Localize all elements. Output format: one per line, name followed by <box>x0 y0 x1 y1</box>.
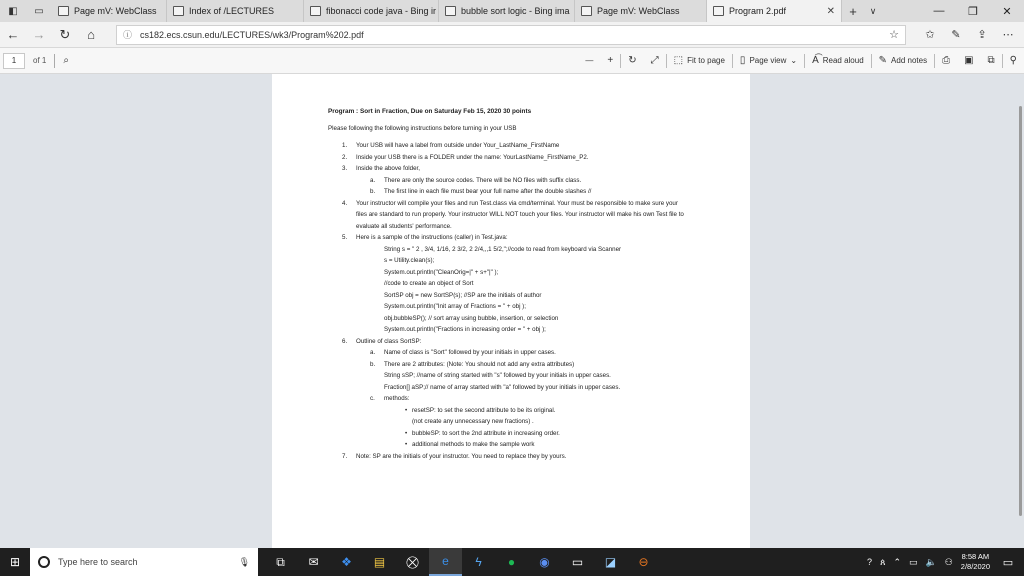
page-number-input[interactable] <box>3 53 25 69</box>
minimize-icon[interactable]: — <box>933 5 945 17</box>
tab-title: Index of /LECTURES <box>189 6 275 16</box>
windows-start-icon[interactable]: ⊞ <box>9 555 21 569</box>
pdf-tools <box>578 54 1024 68</box>
list-item <box>328 267 750 279</box>
list-item <box>328 370 750 382</box>
microphone-icon[interactable]: 🎙 <box>238 556 250 567</box>
browser-tab-active[interactable] <box>707 0 842 22</box>
list-item <box>328 198 688 233</box>
browser-tab[interactable] <box>575 0 707 22</box>
pen-icon: ✎ <box>878 55 888 66</box>
window-controls <box>922 0 1024 22</box>
list-item <box>328 140 688 152</box>
tab-title: bubble sort logic - Bing ima <box>461 6 570 16</box>
list-item-text: Note: SP are the initials of your instructor. You need to replace they by yours. <box>356 452 567 460</box>
list-item-text: Inside your USB there is a FOLDER under the name: YourLastName_FirstName_P2. <box>356 153 589 161</box>
save-icon: ▣ <box>964 55 974 66</box>
list-item-text: Here is a sample of the instructions (caller) in Test.java: <box>356 234 508 241</box>
list-item-text: //code to create an object of Sort <box>384 280 474 287</box>
list-item <box>328 313 750 325</box>
dropbox-icon[interactable]: ❖ <box>341 555 352 569</box>
document-title: Program : Sort in Fraction, Due on Saturday Feb 15, 2020 30 points <box>328 108 532 115</box>
browser-tab[interactable] <box>304 0 439 22</box>
list-item-text: System.out.println("Init array of Fractions = " + obj ); <box>384 303 526 310</box>
chevron-down-icon[interactable]: ∨ <box>869 5 877 16</box>
pdf-toolbar <box>0 48 1024 74</box>
network-icon[interactable]: ⚇ <box>944 556 953 567</box>
list-item <box>328 301 750 313</box>
rotate-icon: ↻ <box>628 55 637 66</box>
new-tab-icon[interactable]: + <box>849 3 857 19</box>
forward-icon[interactable]: → <box>32 27 46 42</box>
list-item <box>328 175 750 187</box>
list-item <box>328 439 750 451</box>
people-icon[interactable]: ጰ <box>880 556 886 567</box>
scrollbar[interactable] <box>1019 106 1022 516</box>
rotate-button[interactable] <box>621 55 643 66</box>
list-item-text: There are 2 attributes: (Note: You should not add any extra attributes) <box>384 360 575 368</box>
list-item <box>328 451 688 463</box>
notifications-icon[interactable]: ▭ <box>1002 556 1014 569</box>
share-icon[interactable]: ⇪ <box>977 29 987 41</box>
terminal-icon[interactable]: ▭ <box>571 555 584 569</box>
list-item <box>328 393 750 405</box>
list-item-text: bubbleSP: to sort the 2nd attribute in increasing order. <box>412 429 560 437</box>
list-item-text: Name of class is "Sort" followed by your initials in upper cases. <box>384 349 556 356</box>
list-item <box>328 405 750 417</box>
cortana-icon <box>38 556 50 568</box>
list-item-text: The first line in each file must bear your full name after the double slashes // <box>384 188 592 195</box>
list-item-number: 6. <box>342 337 348 345</box>
battery-icon[interactable]: ▭ <box>908 556 918 567</box>
browser-tab-bar <box>0 0 1024 22</box>
list-item <box>328 232 688 244</box>
page-number: 1 <box>11 56 17 65</box>
file-explorer-icon[interactable]: ▤ <box>373 555 386 569</box>
list-item-number: 1. <box>342 142 348 149</box>
taskbar-clock[interactable] <box>961 552 990 572</box>
home-icon[interactable]: ⌂ <box>87 27 95 42</box>
add-notes-button[interactable] <box>872 55 934 66</box>
help-icon[interactable]: ? <box>867 557 873 567</box>
address-bar-row <box>0 22 1024 48</box>
tab-title: Program 2.pdf <box>729 6 787 16</box>
tab-actions-icon[interactable]: ◧ <box>8 5 18 17</box>
favorites-icon[interactable]: ✩ <box>925 29 935 41</box>
page-view-icon: ▯ <box>739 55 746 66</box>
read-aloud-button[interactable] <box>805 55 871 66</box>
list-item-text: methods: <box>384 395 410 402</box>
list-item-text: resetSP: to set the second attribute to be its original. <box>412 406 556 414</box>
close-window-icon[interactable]: ✕ <box>1002 5 1012 18</box>
chevron-up-icon[interactable]: ⌃ <box>893 556 901 567</box>
print-icon: ⎙ <box>942 55 951 66</box>
list-item-text: (not create any unnecessary new fractions) . <box>412 418 534 425</box>
fit-label: Fit to page <box>687 56 725 65</box>
divider <box>54 54 55 68</box>
list-item-number: • <box>405 429 408 437</box>
browser-tab[interactable] <box>52 0 167 22</box>
list-item <box>328 186 750 198</box>
zoom-in-button[interactable] <box>600 55 620 66</box>
task-view-icon[interactable]: ⧉ <box>276 554 285 569</box>
visual-studio-icon[interactable]: ϟ <box>475 555 482 569</box>
list-item-number: a. <box>370 176 376 184</box>
close-tab-icon[interactable]: ✕ <box>826 5 835 17</box>
list-item-text: String sSP; //name of string started with "s" followed by your initials in upper cases. <box>384 372 611 379</box>
list-item <box>328 152 688 164</box>
read-aloud-icon: A͡ <box>812 55 819 66</box>
browser-actions <box>920 28 1018 41</box>
list-item-number: 7. <box>342 452 348 460</box>
list-item <box>328 347 750 359</box>
zoom-out-icon: — <box>585 56 594 65</box>
url-text: cs182.ecs.csun.edu/LECTURES/wk3/Program%202.pdf <box>140 29 364 40</box>
search-icon[interactable]: ⌕ <box>63 55 69 66</box>
list-item-number: b. <box>370 360 376 368</box>
list-item-text: Your USB will have a label from outside under Your_LastName_FirstName <box>356 142 560 149</box>
list-item <box>328 290 750 302</box>
zoom-out-button[interactable] <box>578 56 600 65</box>
page-favicon-icon <box>581 6 592 16</box>
list-item-text: Inside the above folder, <box>356 165 420 172</box>
windows-taskbar <box>0 548 1024 576</box>
list-item-number: 5. <box>342 234 348 241</box>
list-item <box>328 359 750 371</box>
volume-icon[interactable]: 🔈 <box>925 556 937 567</box>
save-as-button[interactable] <box>981 55 1002 66</box>
tab-title: Page mV: WebClass <box>74 6 157 16</box>
page-favicon-icon <box>310 6 321 16</box>
list-item <box>328 336 688 348</box>
site-info-icon[interactable]: ⓘ <box>123 30 133 40</box>
list-item-text: There are only the source codes. There will be NO files with suffix class. <box>384 176 582 184</box>
tab-title: fibonacci code java - Bing ir <box>326 6 437 16</box>
add-notes-label: Add notes <box>891 56 928 65</box>
list-item-text: SortSP obj = new SortSP(s); //SP are the initials of author <box>384 291 542 299</box>
page-view-button[interactable] <box>733 55 804 66</box>
spotify-icon[interactable]: ● <box>507 555 516 569</box>
page-favicon-icon <box>58 6 69 16</box>
list-item-text: Your instructor will compile your files and run Test.class via cmd/terminal. Your must be responsible to make sure your files are standard to run properly. Your instructor WILL NOT touch your files. Your instructor will make his own Test file to evaluate all students' performance. <box>356 199 684 230</box>
document-intro: Please following the following instructions before turning in your USB <box>328 125 517 132</box>
pin-icon: ⚲ <box>1009 55 1017 66</box>
list-item-text: System.out.println("CleanOrig=|" + s+"|" ); <box>384 268 499 276</box>
browser-tab[interactable] <box>167 0 304 22</box>
list-item-number: 2. <box>342 153 348 161</box>
list-item <box>328 244 750 256</box>
more-icon[interactable]: ⋯ <box>1002 29 1014 41</box>
chevron-down-icon: ⌄ <box>790 56 798 65</box>
chrome-icon[interactable]: ◉ <box>539 555 550 569</box>
system-tray <box>867 552 1024 572</box>
fit-to-page-button[interactable] <box>667 55 732 66</box>
page-view-label: Page view <box>749 56 787 65</box>
list-item <box>328 416 750 428</box>
list-item-number: a. <box>370 349 376 356</box>
clock-date: 2/8/2020 <box>960 562 990 571</box>
tab-preview-icon[interactable]: ▭ <box>34 5 44 17</box>
print-button[interactable] <box>935 55 957 66</box>
page-favicon-icon <box>445 6 456 16</box>
read-aloud-label: Read aloud <box>822 56 864 65</box>
list-item-text: Fraction[] aSP;// name of array started with "a" followed by your initials in upper cases. <box>384 383 621 391</box>
list-item <box>328 163 688 175</box>
instructions-list <box>328 140 750 462</box>
list-item-text: obj.bubbleSP(); // sort array using bubble, insertion, or selection <box>384 314 559 322</box>
refresh-icon[interactable]: ↻ <box>59 26 71 42</box>
taskbar-search[interactable] <box>30 548 258 576</box>
list-item-text: s = Utility.clean(s); <box>384 257 435 264</box>
search-placeholder: Type here to search <box>58 557 138 567</box>
list-item <box>328 255 750 267</box>
back-icon[interactable]: ← <box>6 27 20 42</box>
page-favicon-icon <box>173 6 184 16</box>
fullscreen-button[interactable] <box>644 55 666 66</box>
pdf-viewer[interactable] <box>0 74 1024 548</box>
list-item <box>328 428 750 440</box>
favorite-star-icon[interactable]: ☆ <box>889 29 899 41</box>
list-item-number: 4. <box>342 199 348 207</box>
pdf-page <box>272 74 750 548</box>
save-button[interactable] <box>957 55 980 66</box>
tab-title: Page mV: WebClass <box>597 6 680 16</box>
list-item-number: b. <box>370 188 376 195</box>
fit-page-icon: ⬚ <box>673 55 684 66</box>
pin-toolbar-button[interactable] <box>1003 55 1024 66</box>
list-item-text: System.out.println("Fractions in increasing order = " + obj ); <box>384 326 546 333</box>
notepad-icon[interactable]: ◪ <box>604 555 617 569</box>
clock-time: 8:58 AM <box>961 552 990 561</box>
zoom-in-icon: + <box>607 55 614 66</box>
mail-icon[interactable]: ✉ <box>308 555 319 569</box>
pdf-favicon-icon <box>713 6 724 16</box>
save-as-icon: ⧉ <box>987 55 995 66</box>
list-item-text: additional methods to make the sample work <box>412 441 535 448</box>
list-item-text: String s = " 2 , 3/4, 1/16, 2 3/2, 2 2/4,,,1 5/2,";//code to read from keyboard via Scanner <box>384 245 622 253</box>
pen-icon[interactable]: ✎ <box>951 29 961 41</box>
expand-icon: ⤢ <box>650 55 659 66</box>
list-item <box>328 324 750 336</box>
list-item <box>328 382 750 394</box>
page-count: of 1 <box>33 56 47 65</box>
edge-browser-icon[interactable]: e <box>429 548 462 576</box>
store-icon[interactable]: ⛒ <box>406 554 419 569</box>
taskbar-apps <box>264 548 660 576</box>
list-item-number: • <box>405 441 408 448</box>
list-item-number: c. <box>370 395 375 402</box>
list-item-number: • <box>405 406 408 414</box>
address-input[interactable] <box>116 25 906 45</box>
browser-tab[interactable] <box>439 0 575 22</box>
eclipse-icon[interactable]: ⊖ <box>638 555 649 569</box>
restore-icon[interactable]: ❐ <box>968 5 978 18</box>
list-item <box>328 278 750 290</box>
list-item-number: 3. <box>342 165 348 172</box>
list-item-text: Outline of class SortSP: <box>356 337 422 345</box>
